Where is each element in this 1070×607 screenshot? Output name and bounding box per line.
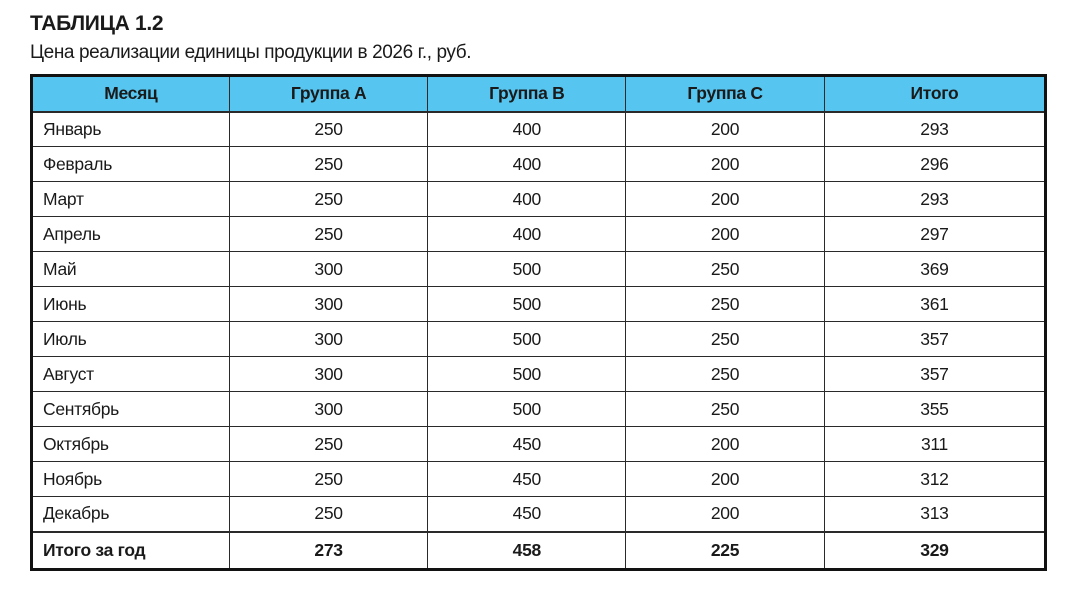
table-subtitle: Цена реализации единицы продукции в 2026 г., руб. — [30, 42, 472, 63]
cell-value: 300 — [229, 392, 428, 427]
cell-value: 450 — [428, 462, 626, 497]
cell-value: 296 — [824, 147, 1045, 182]
cell-month: Март — [32, 182, 230, 217]
cell-value: 250 — [229, 497, 428, 532]
cell-value: 200 — [626, 112, 825, 147]
cell-month: Июль — [32, 322, 230, 357]
table-header — [32, 76, 1046, 112]
cell-value: 311 — [824, 427, 1045, 462]
cell-value: 200 — [626, 182, 825, 217]
header-row — [32, 76, 1046, 112]
cell-value: 500 — [428, 322, 626, 357]
table-footer — [32, 532, 1046, 570]
column-header-month: Месяц — [32, 76, 230, 112]
cell-month: Май — [32, 252, 230, 287]
footer-row — [32, 532, 1046, 570]
cell-value: 312 — [824, 462, 1045, 497]
cell-value: 357 — [824, 322, 1045, 357]
cell-value: 250 — [626, 322, 825, 357]
cell-value: 450 — [428, 427, 626, 462]
cell-value: 250 — [229, 427, 428, 462]
cell-month: Август — [32, 357, 230, 392]
cell-value: 450 — [428, 497, 626, 532]
price-table — [30, 74, 1047, 571]
cell-month: Декабрь — [32, 497, 230, 532]
cell-value: 369 — [824, 252, 1045, 287]
table-row — [32, 462, 1046, 497]
table-row — [32, 147, 1046, 182]
cell-value: 250 — [626, 357, 825, 392]
footer-value-group-a: 273 — [229, 532, 428, 570]
cell-value: 250 — [229, 112, 428, 147]
table-body — [32, 112, 1046, 532]
cell-month: Январь — [32, 112, 230, 147]
table-row — [32, 252, 1046, 287]
cell-month: Февраль — [32, 147, 230, 182]
cell-value: 250 — [229, 462, 428, 497]
cell-value: 250 — [229, 182, 428, 217]
table-title: ТАБЛИЦА 1.2 — [30, 12, 164, 35]
cell-value: 313 — [824, 497, 1045, 532]
cell-month: Сентябрь — [32, 392, 230, 427]
cell-value: 400 — [428, 217, 626, 252]
cell-month: Апрель — [32, 217, 230, 252]
table-row — [32, 497, 1046, 532]
table-row — [32, 217, 1046, 252]
column-header-total: Итого — [824, 76, 1045, 112]
cell-value: 200 — [626, 147, 825, 182]
footer-label: Итого за год — [32, 532, 230, 570]
column-header-group-c: Группа C — [626, 76, 825, 112]
footer-value-group-b: 458 — [428, 532, 626, 570]
cell-value: 500 — [428, 357, 626, 392]
cell-value: 361 — [824, 287, 1045, 322]
cell-value: 293 — [824, 112, 1045, 147]
cell-value: 500 — [428, 252, 626, 287]
cell-month: Ноябрь — [32, 462, 230, 497]
cell-value: 500 — [428, 392, 626, 427]
column-header-group-b: Группа B — [428, 76, 626, 112]
cell-value: 250 — [626, 252, 825, 287]
cell-value: 200 — [626, 462, 825, 497]
cell-value: 300 — [229, 287, 428, 322]
cell-value: 400 — [428, 182, 626, 217]
column-header-group-a: Группа A — [229, 76, 428, 112]
cell-value: 400 — [428, 147, 626, 182]
table-row — [32, 392, 1046, 427]
cell-value: 293 — [824, 182, 1045, 217]
cell-value: 357 — [824, 357, 1045, 392]
cell-value: 355 — [824, 392, 1045, 427]
cell-value: 200 — [626, 497, 825, 532]
footer-value-total: 329 — [824, 532, 1045, 570]
table-row — [32, 427, 1046, 462]
table-row — [32, 357, 1046, 392]
cell-value: 300 — [229, 357, 428, 392]
cell-value: 200 — [626, 217, 825, 252]
cell-value: 250 — [229, 217, 428, 252]
cell-value: 300 — [229, 252, 428, 287]
cell-value: 250 — [229, 147, 428, 182]
cell-value: 300 — [229, 322, 428, 357]
cell-value: 250 — [626, 392, 825, 427]
cell-value: 297 — [824, 217, 1045, 252]
cell-value: 200 — [626, 427, 825, 462]
table-row — [32, 182, 1046, 217]
footer-value-group-c: 225 — [626, 532, 825, 570]
cell-month: Октябрь — [32, 427, 230, 462]
cell-value: 250 — [626, 287, 825, 322]
table-row — [32, 322, 1046, 357]
table-row — [32, 112, 1046, 147]
cell-month: Июнь — [32, 287, 230, 322]
cell-value: 500 — [428, 287, 626, 322]
table-row — [32, 287, 1046, 322]
cell-value: 400 — [428, 112, 626, 147]
